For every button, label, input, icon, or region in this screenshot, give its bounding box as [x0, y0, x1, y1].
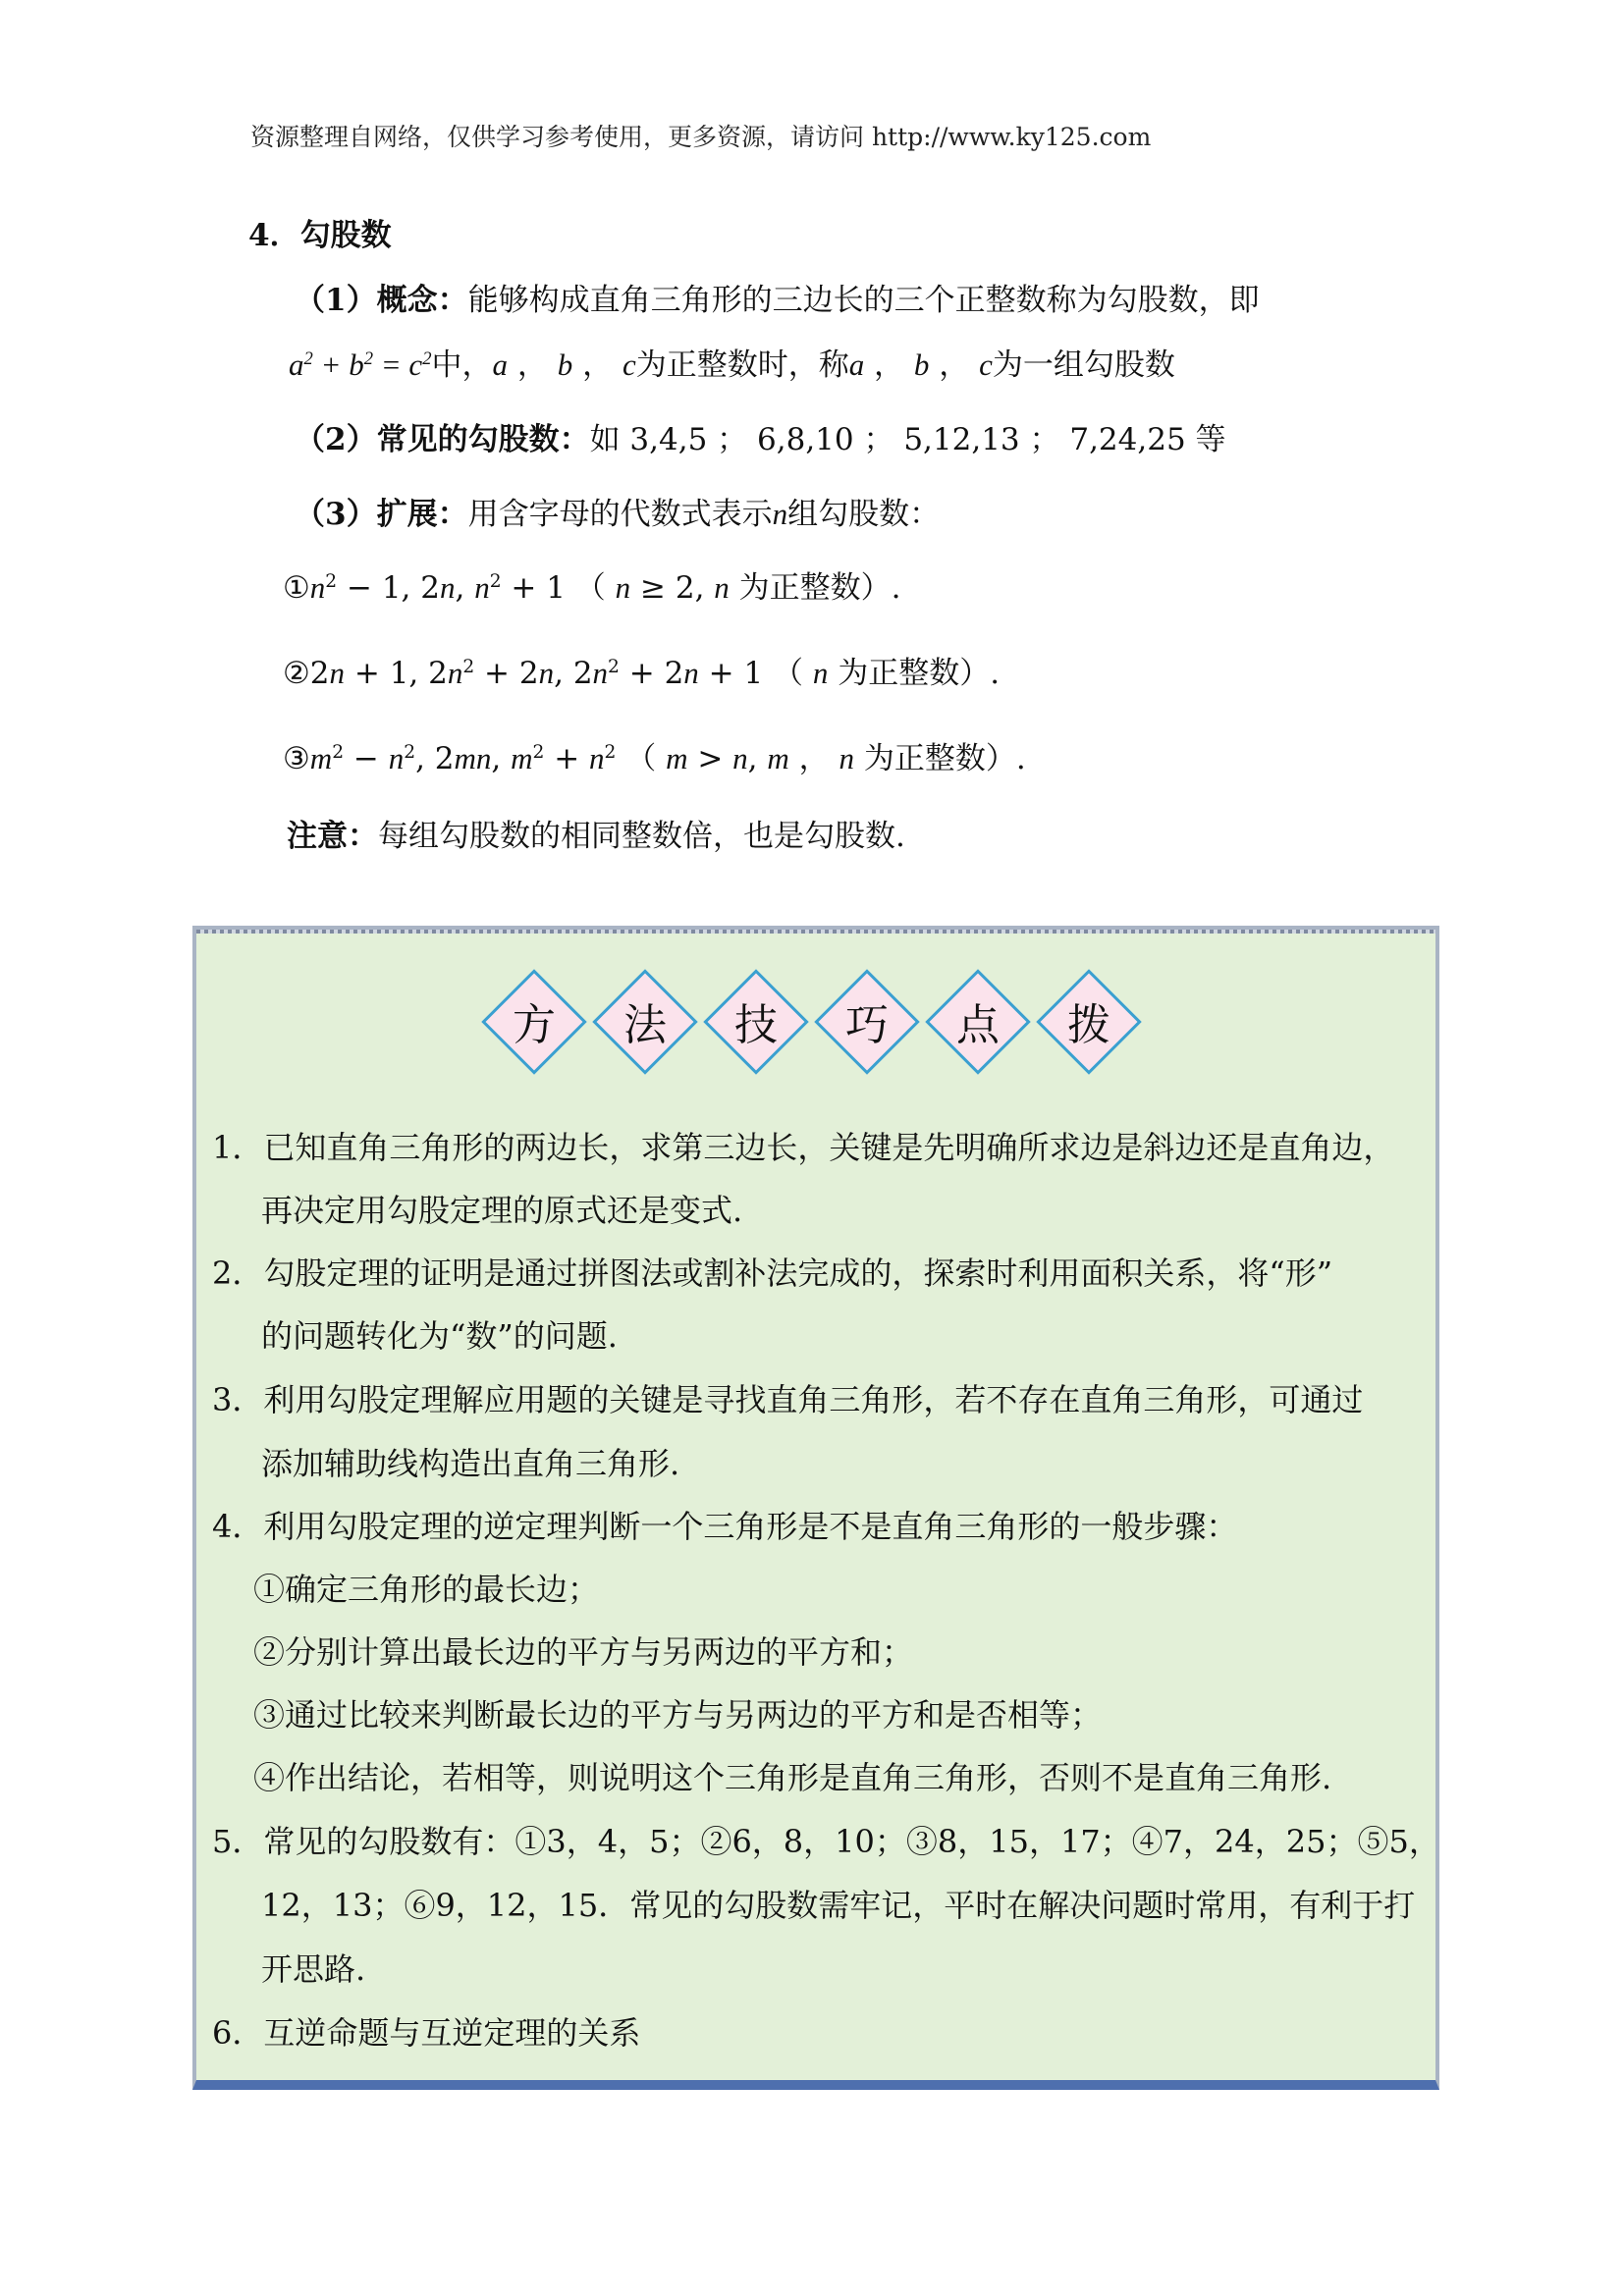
title-char: 技	[734, 1000, 778, 1050]
formula-1: $①n^2 - 1$, 2n, $n^2 + 1$ （ n ≥ 2, n 为正整数）.	[283, 570, 901, 606]
tip-line: 5．常见的勾股数有：①3，4，5；②6，8，10；③8，15，17；④7，24，25；⑤5，	[212, 1823, 1440, 1860]
tip-line: 2．勾股定理的证明是通过拼图法或割补法完成的，探索时利用面积关系，将“形”	[212, 1255, 1333, 1292]
tip-line: ①确定三角形的最长边；	[253, 1571, 600, 1608]
concept-line	[295, 275, 1260, 319]
method-tips-title	[481, 952, 1159, 1099]
tip-line: 再决定用勾股定理的原式还是变式.	[261, 1192, 743, 1229]
formula-2: ②2n + 1, $2n^2 + 2n$, $2n^2 + 2n + 1$ （ n 为正整数）.	[283, 656, 1001, 691]
extension-line: （3）扩展：用含字母的代数式表示n组勾股数：	[295, 497, 941, 532]
common-text: 如 3,4,5 ； 6,8,10 ； 5,12,13 ； 7,24,25 等	[589, 422, 1226, 457]
extension-label: （3）扩展：	[295, 497, 468, 532]
title-char: 巧	[845, 1000, 889, 1050]
tip-line: 的问题转化为“数”的问题.	[261, 1317, 618, 1355]
pythagorean-equation: $a^2 + b^2 = c^2$	[289, 347, 432, 382]
tip-line: 3．利用勾股定理解应用题的关键是寻找直角三角形，若不存在直角三角形，可通过	[212, 1381, 1364, 1418]
page-header: 资源整理自网络，仅供学习参考使用，更多资源，请访问 http://www.ky125.com	[250, 123, 1152, 151]
common-label: （2）常见的勾股数：	[295, 422, 590, 457]
note-line	[287, 811, 905, 855]
tip-line: ④作出结论，若相等，则说明这个三角形是直角三角形，否则不是直角三角形.	[253, 1759, 1332, 1796]
tip-line: 6．互逆命题与互逆定理的关系	[212, 2014, 641, 2052]
note-label: 注意：	[287, 819, 378, 854]
formula-3: $③m^2 - n^2$, 2mn, $m^2 + n^2$ （ m > n, m ， n 为正整数）.	[283, 741, 1026, 776]
tip-line: 1．已知直角三角形的两边长，求第三边长，关键是先明确所求边是斜边还是直角边，	[212, 1129, 1395, 1166]
tip-line: 4．利用勾股定理的逆定理判断一个三角形是不是直角三角形的一般步骤：	[212, 1508, 1238, 1545]
tip-line: 12，13；⑥9，12，15．常见的勾股数需牢记，平时在解决问题时常用，有利于打	[261, 1887, 1416, 1924]
tip-line: 开思路.	[261, 1950, 366, 1988]
note-text: 每组勾股数的相同整数倍，也是勾股数.	[378, 819, 905, 854]
tip-line: ③通过比较来判断最长边的平方与另两边的平方和是否相等；	[253, 1696, 1103, 1734]
title-char: 方	[513, 1000, 556, 1050]
section-title: 4．勾股数	[248, 218, 392, 253]
concept-text: 能够构成直角三角形的三边长的三个正整数称为勾股数，即	[467, 283, 1260, 318]
concept-formula-line: $a^2 + b^2 = c^2$中，a ， b ， c为正整数时，称a ， b ， c为一组勾股数	[289, 347, 1175, 383]
tip-line: 添加辅助线构造出直角三角形.	[261, 1445, 680, 1482]
concept-label: （1）概念：	[295, 283, 468, 318]
title-char: 点	[956, 1000, 1000, 1050]
title-char: 法	[623, 1000, 667, 1050]
common-triples-line	[295, 414, 1226, 458]
title-char: 拨	[1067, 1000, 1110, 1050]
tip-line: ②分别计算出最长边的平方与另两边的平方和；	[253, 1633, 914, 1671]
